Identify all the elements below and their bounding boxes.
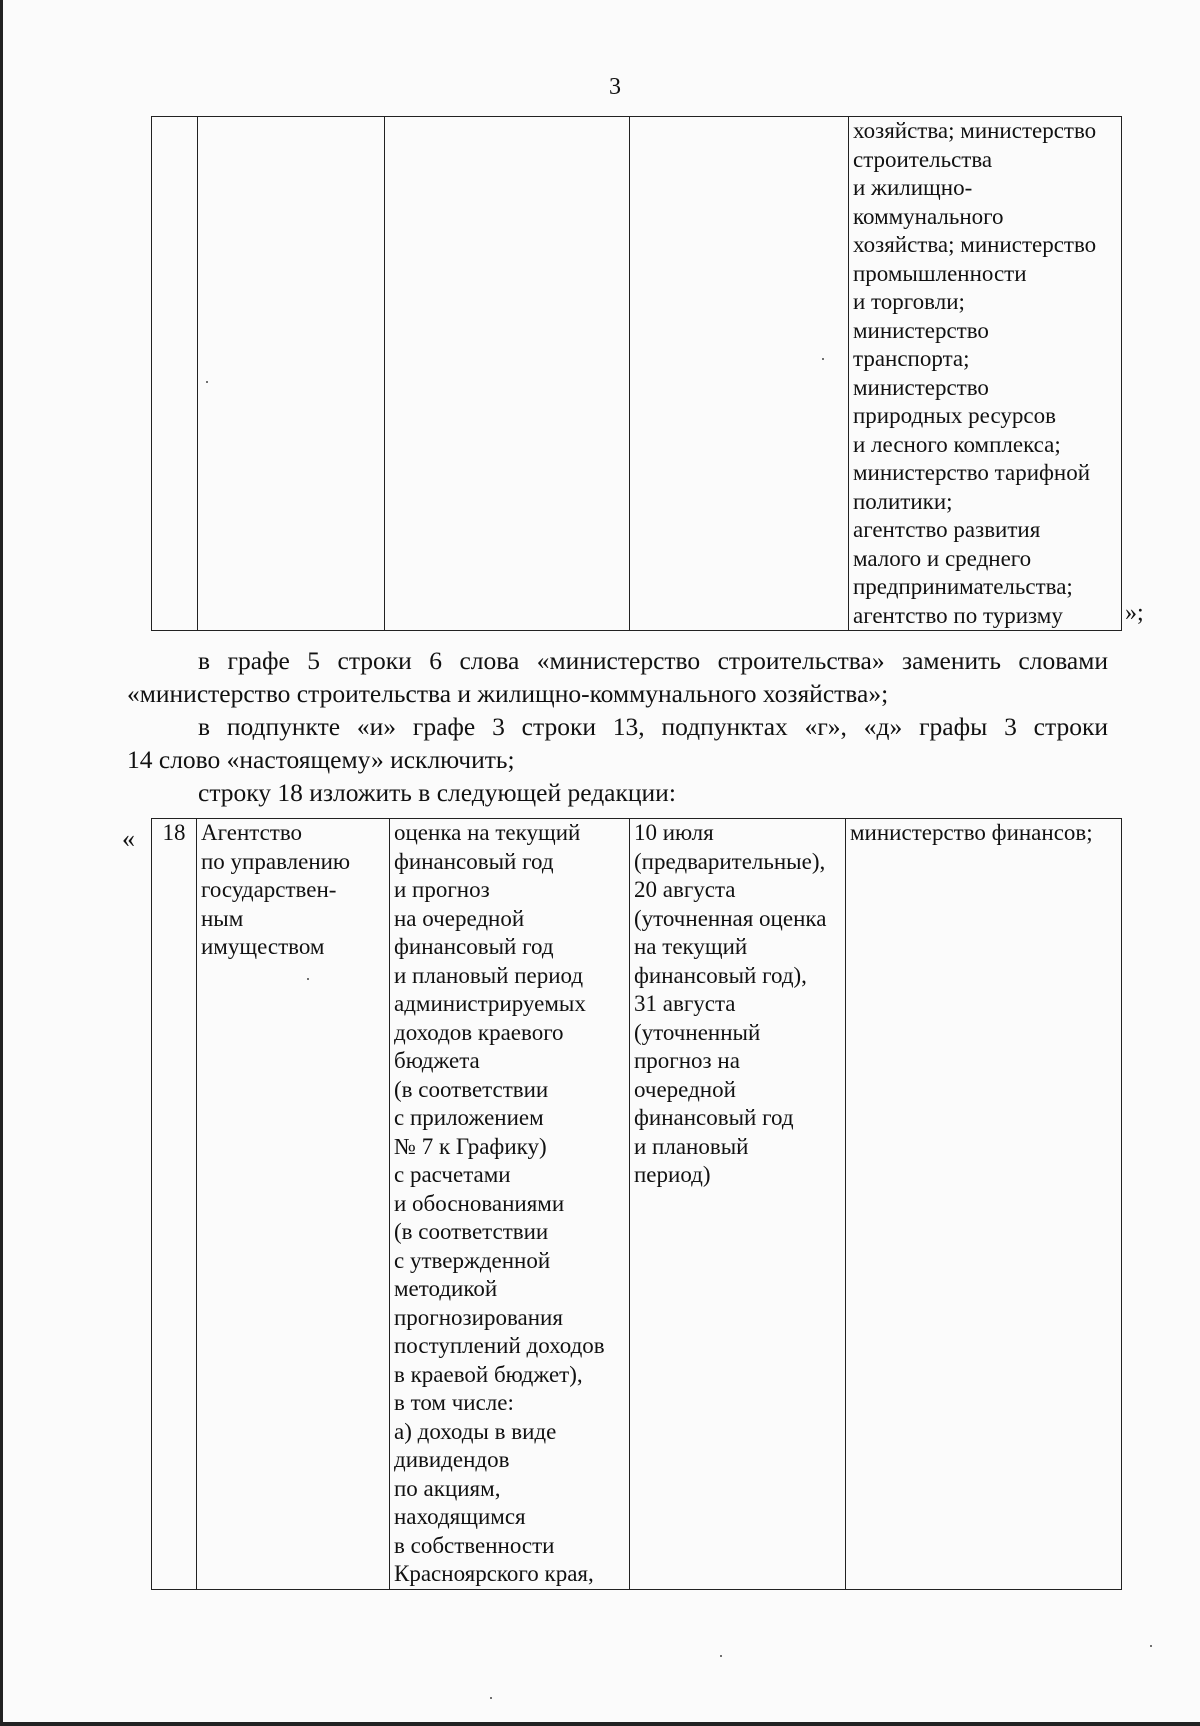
cell-text-line: коммунального [853,203,1004,229]
cell-text-line: (в соответствии [394,1076,549,1102]
cell-text-line: с расчетами [394,1162,511,1187]
cell-text-line: в краевой бюджет), [394,1361,583,1387]
table-cell-description [390,819,630,1590]
cell-text-line: в собственности [394,1532,555,1558]
cell-text-line: строительства [853,146,993,172]
cell-text-line: оценка на текущий [394,820,581,845]
cell-text-line: Агентство [201,820,303,845]
table-cell-responsible [846,819,1122,1590]
table-cell-number [152,117,198,631]
cell-text-line: с утвержденной [394,1247,551,1273]
table-cell-number [152,819,197,1590]
cell-text-line: 20 августа [634,877,736,902]
cell-text-line: малого и среднего [853,545,1032,571]
closing-quote-mark: »; [1125,600,1144,626]
schedule-table-continuation [151,116,1122,631]
cell-text-line: министерство финансов; [850,820,1093,845]
table-cell-agency [197,819,390,1590]
cell-text-line: хозяйства; министерство [853,118,1097,143]
cell-text-line: на очередной [394,905,525,931]
cell-text-line: дивидендов [394,1447,510,1472]
cell-text-line: методикой [394,1276,498,1301]
cell-text-line: природных ресурсов [853,403,1056,428]
cell-text-line: по акциям, [394,1475,501,1501]
schedule-table-row-18 [151,818,1122,1590]
cell-text-line: № 7 к Графику) [394,1133,547,1159]
row-number: 18 [162,820,186,845]
table-cell-deadline [630,819,846,1590]
page-number: 3 [609,74,621,100]
cell-text-line: государствен- [201,877,337,902]
scan-speck [1150,1645,1152,1647]
scan-edge-bottom [0,1722,1200,1726]
paragraph-line: в подпункте «и» графе 3 строки 13, подпунктах «г», «д» графы 3 строки [198,712,1108,741]
cell-text-line: поступлений доходов [394,1333,605,1358]
cell-text-line: (уточненная оценка [634,905,827,931]
cell-text-line: прогнозирования [394,1304,563,1330]
cell-text-line: находящимся [394,1504,526,1529]
cell-text-line: промышленности [853,260,1027,286]
cell-text-line: агентство по туризму [853,602,1063,628]
paragraph-line: в графе 5 строки 6 слова «министерство строительства» заменить словами [198,646,1108,675]
paragraph-line: 14 слово «настоящему» исключить; [127,745,515,774]
cell-text-line: бюджета [394,1048,480,1073]
cell-text-line: (в соответствии [394,1219,549,1244]
scan-speck [490,1697,492,1699]
cell-text-line: а) доходы в виде [394,1418,557,1444]
scan-speck [307,978,309,980]
cell-text-line: и жилищно- [853,175,973,200]
cell-text-line: финансовый год), [634,962,807,988]
cell-text-line: с приложением [394,1105,544,1130]
table-cell-deadline [630,117,849,631]
cell-text-line: (уточненный [634,1019,761,1045]
cell-text-line: и торговли; [853,289,965,314]
cell-text-line: хозяйства; министерство [853,232,1097,257]
table-row [152,117,1122,631]
cell-text-line: доходов краевого [394,1019,564,1045]
cell-text-line: министерство [853,317,989,343]
cell-text-line: предпринимательства; [853,574,1073,599]
table-cell-description [385,117,630,631]
cell-text-line: в том числе: [394,1390,514,1415]
cell-text-line: администрируемых [394,991,586,1016]
cell-text-line: и обоснованиями [394,1190,565,1216]
cell-text-line: и плановый период [394,962,584,988]
table-cell-responsible [849,117,1122,631]
cell-text-line: 10 июля [634,820,714,845]
cell-text-line: финансовый год [394,848,554,874]
paragraph-line: «министерство строительства и жилищно-коммунального хозяйства»; [127,679,889,708]
cell-text-line: агентство развития [853,517,1041,542]
cell-text-line: политики; [853,488,953,514]
cell-text-line: ным [201,905,244,931]
scan-speck [206,381,208,383]
cell-text-line: Красноярского края, [394,1561,594,1586]
cell-text-line: министерство тарифной [853,460,1091,485]
scan-speck [720,1655,722,1657]
cell-text-line: (предварительные), [634,848,826,874]
cell-text-line: министерство [853,374,989,400]
cell-text-line: и прогноз [394,877,490,902]
cell-text-line: и плановый [634,1133,749,1159]
cell-text-line: финансовый год [394,934,554,959]
paragraph-line: строку 18 изложить в следующей редакции: [198,778,676,807]
table-cell-agency [198,117,385,631]
cell-text-line: прогноз на [634,1048,740,1073]
cell-text-line: и лесного комплекса; [853,431,1061,457]
cell-text-line: имуществом [201,934,325,959]
cell-text-line: по управлению [201,848,351,874]
table-row [152,819,1122,1590]
cell-text-line: период) [634,1162,711,1187]
scan-speck [822,358,824,360]
scan-edge-left [0,0,3,1726]
cell-text-line: транспорта; [853,346,970,371]
cell-text-line: финансовый год [634,1105,794,1130]
cell-text-line: очередной [634,1076,736,1102]
opening-quote-mark: « [122,824,135,853]
cell-text-line: на текущий [634,934,748,959]
cell-text-line: 31 августа [634,991,736,1016]
